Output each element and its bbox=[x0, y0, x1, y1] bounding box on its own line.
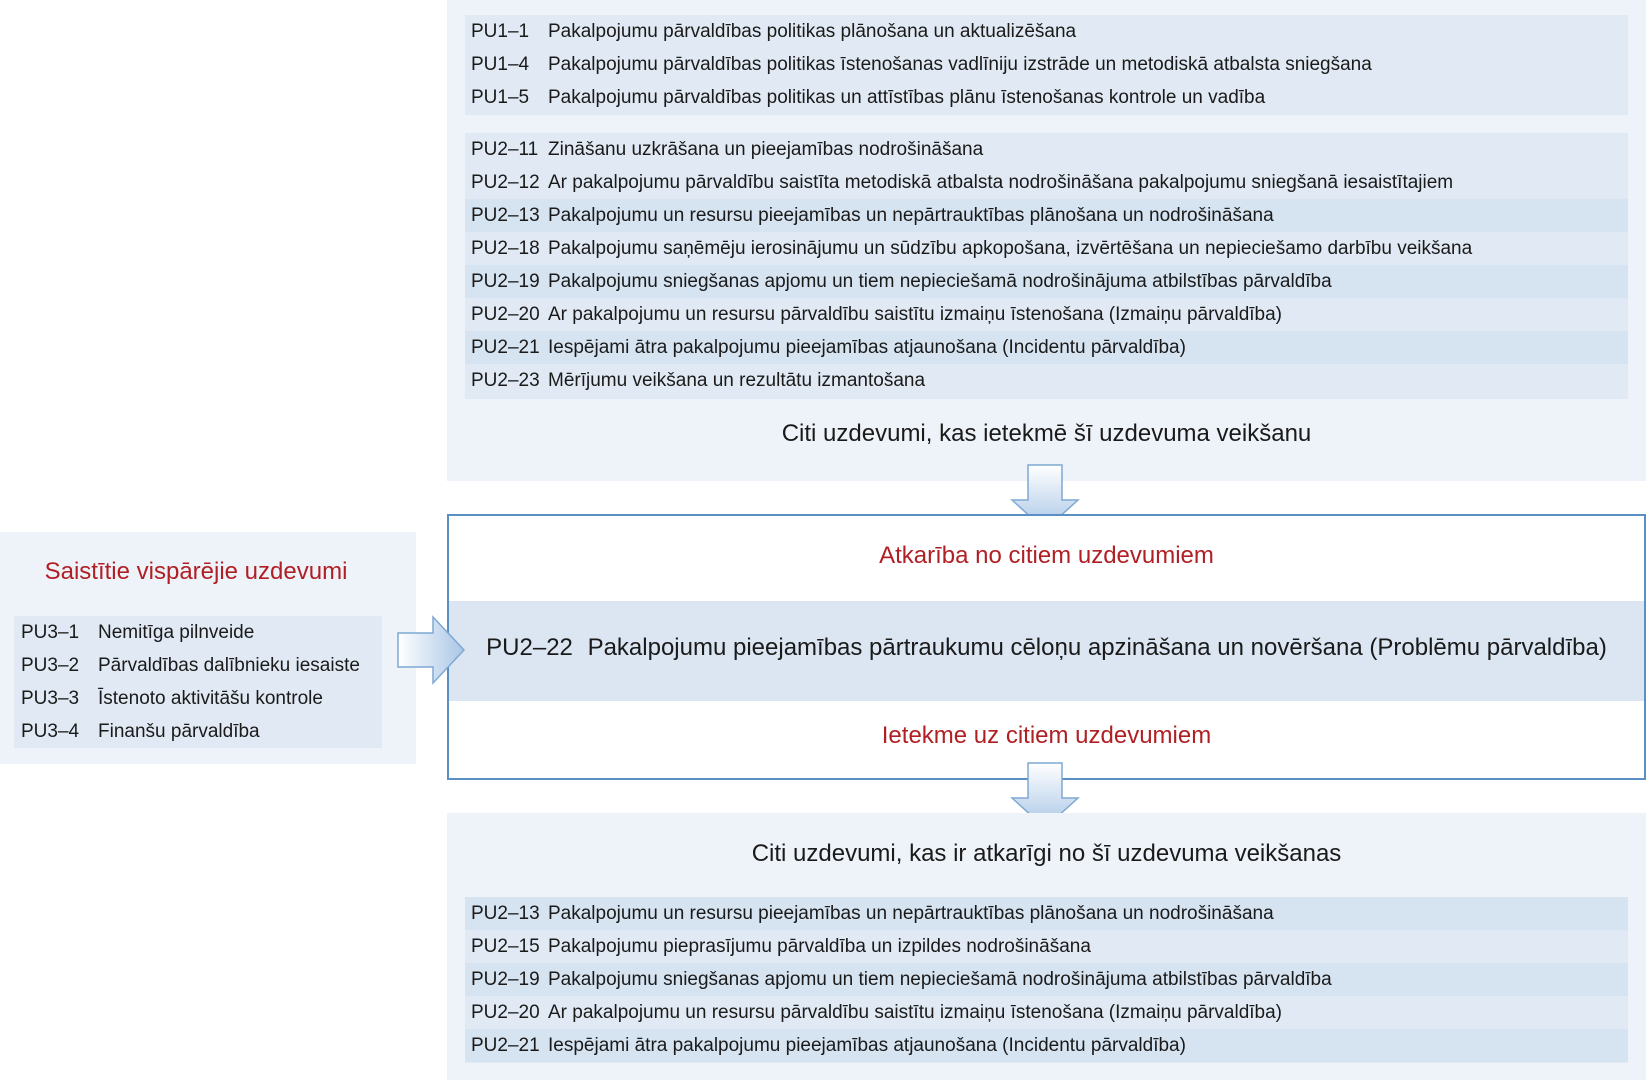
task-label: Iespējami ātra pakalpojumu pieejamības atjaunošana (Incidentu pārvaldība) bbox=[548, 1035, 1186, 1056]
list-item bbox=[471, 364, 1621, 397]
task-code: PU2–18 bbox=[471, 238, 540, 259]
list-item bbox=[471, 81, 1621, 114]
task-code: PU2–21 bbox=[471, 1035, 540, 1056]
list-item bbox=[471, 996, 1621, 1029]
task-label: Pakalpojumu sniegšanas apjomu un tiem nepieciešamā nodrošinājuma atbilstības pārvaldība bbox=[548, 271, 1332, 292]
task-code: PU3–3 bbox=[21, 688, 80, 709]
task-label: Pakalpojumu pārvaldības politikas īstenošanas vadlīniju izstrāde un metodiskā atbalsta sniegšana bbox=[548, 54, 1372, 75]
list-item bbox=[471, 963, 1621, 996]
task-label: Pakalpojumu pārvaldības politikas plānošana un aktualizēšana bbox=[548, 21, 1077, 42]
task-code: PU2–21 bbox=[471, 337, 540, 358]
list-item bbox=[471, 1029, 1621, 1062]
task-label: Mērījumu veikšana un rezultātu izmantošana bbox=[548, 370, 926, 391]
task-label: Pakalpojumu un resursu pieejamības un nepārtrauktības plānošana un nodrošināšana bbox=[548, 903, 1274, 924]
task-code: PU3–1 bbox=[21, 622, 80, 643]
task-code: PU2–23 bbox=[471, 370, 540, 391]
general-title: Saistītie vispārējie uzdevumi bbox=[44, 558, 348, 585]
arrow-right-icon bbox=[397, 615, 467, 685]
task-label: Nemitīga pilnveide bbox=[98, 622, 255, 643]
list-item bbox=[471, 133, 1621, 166]
main-task-label: Pakalpojumu pieejamības pārtraukumu cēloņu apzināšana un novēršana (Problēmu pārvaldība) bbox=[587, 634, 1607, 661]
dependent-tasks-panel bbox=[447, 813, 1646, 1080]
list-item bbox=[21, 616, 381, 649]
list-item bbox=[471, 199, 1621, 232]
task-label: Ar pakalpojumu pārvaldību saistīta metodiskā atbalsta nodrošināšana pakalpojumu sniegšanā iesaistītajiem bbox=[548, 172, 1454, 193]
task-code: PU2–11 bbox=[471, 139, 539, 160]
list-item bbox=[471, 166, 1621, 199]
main-task-band bbox=[449, 601, 1644, 701]
task-label: Ar pakalpojumu un resursu pārvaldību saistītu izmaiņu īstenošana (Izmaiņu pārvaldība) bbox=[548, 304, 1282, 325]
influencing-caption: Citi uzdevumi, kas ietekmē šī uzdevuma veikšanu bbox=[781, 420, 1312, 447]
task-label: Zināšanu uzkrāšana un pieejamības nodrošināšana bbox=[548, 139, 984, 160]
task-label: Pakalpojumu pieprasījumu pārvaldība un izpildes nodrošināšana bbox=[548, 936, 1091, 957]
task-code: PU3–2 bbox=[21, 655, 80, 676]
influencing-tasks-panel bbox=[447, 0, 1646, 481]
task-code: PU1–1 bbox=[471, 21, 530, 42]
task-code: PU3–4 bbox=[21, 721, 80, 742]
list-item bbox=[21, 682, 381, 715]
list-item bbox=[471, 331, 1621, 364]
task-label: Pakalpojumu sniegšanas apjomu un tiem nepieciešamā nodrošinājuma atbilstības pārvaldība bbox=[548, 969, 1332, 990]
dependency-label: Atkarība no citiem uzdevumiem bbox=[879, 542, 1214, 569]
task-code: PU2–15 bbox=[471, 936, 540, 957]
list-item bbox=[471, 930, 1621, 963]
list-item bbox=[471, 48, 1621, 81]
task-label: Pakalpojumu un resursu pieejamības un nepārtrauktības plānošana un nodrošināšana bbox=[548, 205, 1274, 226]
list-item bbox=[471, 897, 1621, 930]
list-item bbox=[21, 649, 381, 682]
main-task-code: PU2–22 bbox=[486, 634, 573, 661]
task-code: PU2–13 bbox=[471, 205, 540, 226]
dependent-caption: Citi uzdevumi, kas ir atkarīgi no šī uzdevuma veikšanas bbox=[751, 840, 1342, 867]
task-label: Pārvaldības dalībnieku iesaiste bbox=[98, 655, 360, 676]
list-item bbox=[21, 715, 381, 748]
task-code: PU2–19 bbox=[471, 271, 540, 292]
list-item bbox=[471, 298, 1621, 331]
main-task bbox=[449, 634, 1644, 662]
list-item bbox=[471, 232, 1621, 265]
task-code: PU2–19 bbox=[471, 969, 540, 990]
task-code: PU2–13 bbox=[471, 903, 540, 924]
task-label: Finanšu pārvaldība bbox=[98, 721, 260, 742]
task-code: PU2–12 bbox=[471, 172, 540, 193]
main-task-frame bbox=[447, 514, 1646, 780]
task-code: PU1–5 bbox=[471, 87, 530, 108]
task-label: Pakalpojumu saņēmēju ierosinājumu un sūdzību apkopošana, izvērtēšana un nepieciešamo darbību veikšana bbox=[548, 238, 1473, 259]
task-code: PU2–20 bbox=[471, 304, 540, 325]
task-label: Īstenoto aktivitāšu kontrole bbox=[98, 688, 323, 709]
general-tasks-panel bbox=[0, 532, 416, 764]
task-code: PU1–4 bbox=[471, 54, 530, 75]
task-label: Ar pakalpojumu un resursu pārvaldību saistītu izmaiņu īstenošana (Izmaiņu pārvaldība) bbox=[548, 1002, 1282, 1023]
task-label: Iespējami ātra pakalpojumu pieejamības atjaunošana (Incidentu pārvaldība) bbox=[548, 337, 1186, 358]
list-item bbox=[471, 15, 1621, 48]
impact-label: Ietekme uz citiem uzdevumiem bbox=[881, 722, 1212, 749]
list-item bbox=[471, 265, 1621, 298]
task-code: PU2–20 bbox=[471, 1002, 540, 1023]
task-label: Pakalpojumu pārvaldības politikas un attīstības plānu īstenošanas kontrole un vadība bbox=[548, 87, 1266, 108]
